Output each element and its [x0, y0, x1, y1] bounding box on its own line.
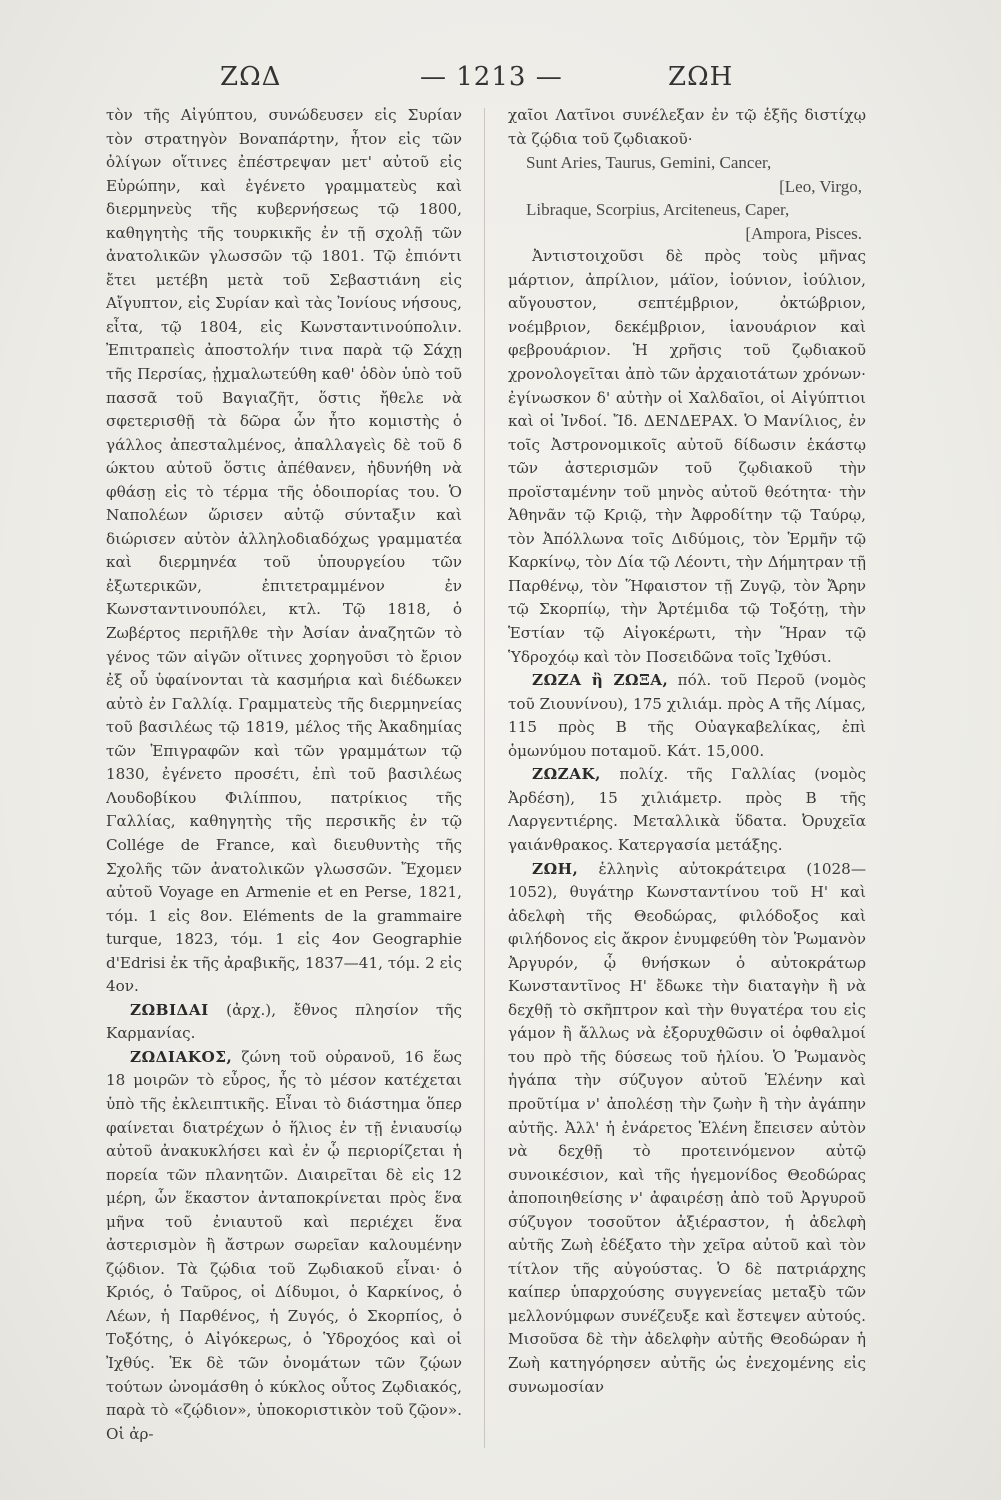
header-left-guide-word: ΖΩΔ — [220, 62, 282, 92]
entry-text: πολίχ. τῆς Γαλλίας (νομὸς Ἀρδέση), 15 χιλιάμετρ. πρὸς Β τῆς Λαργεντιέρης. Μεταλλικὰ ὕδατα. Ὀρυχεῖα γαιάνθρακος. Κατεργασία μετάξης. — [508, 765, 866, 854]
right-column — [508, 104, 866, 1464]
running-header — [0, 62, 1001, 102]
verse-line: Libraque, Scorpius, Arciteneus, Caper, — [526, 200, 790, 220]
headword: ΖΩΒΙΔΑΙ — [130, 1000, 209, 1019]
paragraph-zobert-continued: τὸν τῆς Αἰγύπτου, συνώδευσεν εἰς Συρίαν τὸν στρατηγὸν Βοναπάρτην, ἦτον εἰς τῶν ὀλίγων οἵτινες ἐπέστρεψαν μετ' αὐτοῦ εἰς Εὐρώπην, καὶ ἐγένετο γραμματεὺς καὶ διερμηνεὺς τῆς κυβερνήσεως τῷ 1800, καθηγητὴς τῆς τουρκικῆς ἐν τῇ σχολῇ τῶν ἀνατολικῶν γλωσσῶν τῷ 1801. Τῷ ἐπιόντι ἔτει μετέβη μετὰ τοῦ Σεβαστιάνη εἰς Αἴγυπτον, εἰς Συρίαν καὶ τὰς Ἰονίους νήσους, εἶτα, τῷ 1804, εἰς Κωνσταντινούπολιν. Ἐπιτραπεὶς ἀποστολήν τινα παρὰ τῷ Σάχῃ τῆς Περσίας, ᾐχμαλωτεύθη καθ' ὁδὸν ὑπὸ τοῦ πασσᾶ τοῦ Βαγιαζῆτ, ὅστις ἤθελε νὰ σφετερισθῇ τὰ δῶρα ὧν ἦτο κομιστὴς ὁ γάλλος ἀπεσταλμένος, ἀπαλλαγεὶς δὲ τοῦ δ ώκτου αὐτοῦ ὅστις ἀπέθανεν, ἠδυνήθη νὰ φθάσῃ εἰς τὸ τέρμα τῆς ὁδοιπορίας του. Ὁ Ναπολέων ὥρισεν αὐτῷ σύνταξιν καὶ διώρισεν αὐτὸν ἀλληλοδιαδόχως γραμματέα καὶ διερμηνέα τοῦ ὑπουργείου τῶν ἐξωτερικῶν, ἐπιτετραμμένον ἐν Κωνσταντινουπόλει, κτλ. Τῷ 1818, ὁ Ζωβέρτος περιῆλθε τὴν Ἀσίαν ἀναζητῶν τὸ γένος τῶν αἰγῶν οἵτινες χορηγοῦσι τὸ ἔριον ἐξ οὗ ὑφαίνονται τὰ κασμήρια καὶ διέδωκεν αὐτὸ ἐν Γαλλίᾳ. Γραμματεὺς τῆς διερμηνείας τοῦ βασιλέως τῷ 1819, μέλος τῆς Ἀκαδημίας τῶν Ἐπιγραφῶν καὶ τῶν γραμμάτων τῷ 1830, ἐγένετο προσέτι, ἐπὶ τοῦ βασιλέως Λουδοβίκου Φιλίππου, πατρίκιος τῆς Γαλλίας, καθηγητὴς τῆς περσικῆς ἐν τῷ Collége de France, καὶ διευθυντὴς τῆς Σχολῆς τῶν ἀνατολικῶν γλωσσῶν. Ἔχομεν αὐτοῦ Voyage en Armenie et en Perse, 1821, τόμ. 1 εἰς 8ον. Eléments de la grammaire turque, 1823, τόμ. 1 εἰς 4ον Geographie d'Edrisi ἐκ τῆς ἀραβικῆς, 1837—41, τόμ. 2 εἰς 4ον. — [106, 106, 462, 996]
paragraph-zodiac-months: Ἀντιστοιχοῦσι δὲ πρὸς τοὺς μῆνας μάρτιον, ἀπρίλιον, μάϊον, ἰούνιον, ἰούλιον, αὔγουστον, σεπτέμβριον, ὀκτώβριον, νοέμβριον, δεκέμβριον, ἰανουάριον καὶ φεβρουάριον. Ἡ χρῆσις τοῦ ζῳδιακοῦ χρονολογεῖται ἀπὸ τῶν ἀρχαιοτάτων χρόνων· ἐγίνωσκον δ' αὐτὴν οἱ Χαλδαῖοι, οἱ Αἰγύπτιοι καὶ οἱ Ἰνδοί. Ἴδ. ΔΕΝΔΕΡΑΧ. Ὁ Μανίλιος, ἐν τοῖς Ἀστρονομικοῖς αὐτοῦ δίδωσιν ἑκάστῳ τῶν ἀστερισμῶν τοῦ ζῳδιακοῦ τὴν προϊσταμένην τοῦ μηνὸς αὐτοῦ θεότητα· τὴν Ἀθηνᾶν τῷ Κριῷ, τὴν Ἀφροδίτην τῷ Ταύρῳ, τὸν Ἀπόλλωνα τοῖς Διδύμοις, τὸν Ἑρμῆν τῷ Καρκίνῳ, τὸν Δία τῷ Λέοντι, τὴν Δήμητραν τῇ Παρθένῳ, τὸν Ἥφαιστον τῇ Ζυγῷ, τὸν Ἄρην τῷ Σκορπίῳ, τὴν Ἀρτέμιδα τῷ Τοξότῃ, τὴν Ἑστίαν τῷ Αἰγοκέρωτι, τὴν Ἥραν τῷ Ὑδροχόῳ καὶ τὸν Ποσειδῶνα τοῖς Ἰχθύσι. — [508, 247, 866, 666]
verse-line-continuation: [Ampora, Pisces. — [745, 223, 862, 243]
header-right-guide-word: ΖΩΗ — [668, 62, 734, 92]
entry-text: πόλ. τοῦ Περοῦ (νομὸς τοῦ Ζιουνίνου), 175 χιλιάμ. πρὸς Α τῆς Λίμας, 115 πρὸς Β τῆς Οὐαγκαβελίκας, ἐπὶ ὁμωνύμου ποταμοῦ. Κάτ. 15,000. — [508, 671, 866, 760]
column-divider — [484, 108, 485, 1448]
entry-text: (ἀρχ.), ἔθνος πλησίον τῆς Καρμανίας. — [106, 1000, 462, 1043]
entry-zodiakos — [106, 1046, 462, 1446]
entry-text: ἑλληνὶς αὐτοκράτειρα (1028—1052), θυγάτηρ Κωνσταντίνου τοῦ Η' καὶ ἀδελφὴ τῆς Θεοδώρας, φιλόδοξος καὶ φιλήδονος εἰς ἄκρον ἐνυμφεύθη τὸν Ῥωμανὸν Ἀργυρόν, ᾧ θνήσκων ὁ αὐτοκράτωρ Κωνσταντῖνος Η' ἔδωκε τὴν διαταγὴν ἢ νὰ δεχθῇ τὸ σκῆπτρον καὶ τὴν θυγατέρα του εἰς γάμον ἢ ἄλλως νὰ ἐξορυχθῶσιν οἱ ὀφθαλμοί του πρὸ τῆς δύσεως τοῦ ἡλίου. Ὁ Ῥωμανὸς ἠγάπα τὴν σύζυγον αὐτοῦ Ἑλένην καὶ προῦτίμα ν' ἀπολέσῃ τὴν ζωὴν ἢ τὴν ἀγάπην αὐτῆς. Ἀλλ' ἡ ἐνάρετος Ἑλένη ἔπεισεν αὐτὸν νὰ δεχθῇ τὸ προτεινόμενον αὐτῷ συνοικέσιον, καὶ τῆς ἡγεμονίδος Θεοδώρας ἀποποιηθείσης ν' ἀφαιρέσῃ ἀπὸ τοῦ Ἀργυροῦ σύζυγον τοσοῦτον ἀξιέραστον, ἡ ἀδελφὴ αὐτῆς Ζωὴ ἐδέξατο τὴν χεῖρα αὐτοῦ καὶ τὸν τίτλον τῆς αὐγούστας. Ὁ δὲ πατριάρχης καίπερ ὑπαρχούσης συγγενείας μεταξὺ τῶν μελλονύμφων συνέζευξε καὶ ἔστεψεν αὐτούς. Μισοῦσα δὲ τὴν ἀδελφὴν αὐτῆς Θεοδώραν ἡ Ζωὴ κατηγόρησεν αὐτῆς ὡς ἐνεχομένης εἰς συνωμοσίαν — [508, 859, 866, 1396]
entry-zoza — [508, 669, 866, 763]
verse-line-continuation: [Leo, Virgo, — [779, 176, 862, 196]
headword: ΖΩΗ, — [532, 859, 579, 878]
entry-zoe — [508, 858, 866, 1400]
headword: ΖΩΔΙΑΚΟΣ, — [130, 1047, 233, 1066]
latin-verse — [508, 151, 866, 245]
paragraph-zodiakos-continued: χαῖοι Λατῖνοι συνέλεξαν ἐν τῷ ἑξῆς διστίχῳ τὰ ζῴδια τοῦ ζῳδιακοῦ· — [508, 106, 866, 148]
verse-line: Sunt Aries, Taurus, Gemini, Cancer, — [526, 153, 772, 173]
entry-zozak — [508, 763, 866, 857]
entry-zobidai — [106, 999, 462, 1046]
entry-text: ζώνη τοῦ οὐρανοῦ, 16 ἕως 18 μοιρῶν τὸ εὖρος, ἧς τὸ μέσον κατέχεται ὑπὸ τῆς ἐκλειπτικῆς. Εἶναι τὸ διάστημα ὅπερ φαίνεται διατρέχων ὁ ἥλιος ἐν τῇ ἐνιαυσίῳ αὐτοῦ ἀνακυκλήσει καὶ ἐν ᾧ περιορίζεται ἡ πορεία τῶν πλανητῶν. Διαιρεῖται δὲ εἰς 12 μέρη, ὧν ἕκαστον ἀνταποκρίνεται πρὸς ἕνα μῆνα τοῦ ἐνιαυτοῦ καὶ περιέχει ἕνα ἀστερισμὸν ἢ ἄστρων σωρεῖαν καλουμένην ζῴδιον. Τὰ ζῴδια τοῦ Ζῳδιακοῦ εἶναι· ὁ Κριός, ὁ Ταῦρος, οἱ Δίδυμοι, ὁ Καρκίνος, ὁ Λέων, ἡ Παρθένος, ἡ Ζυγός, ὁ Σκορπίος, ὁ Τοξότης, ὁ Αἰγόκερως, ὁ Ὑδροχόος καὶ οἱ Ἰχθύς. Ἐκ δὲ τῶν ὀνομάτων τῶν ζῴων τούτων ὠνομάσθη ὁ κύκλος οὗτος Ζῳδιακός, παρὰ τὸ «ζῴδιον», ὑποκοριστικὸν τοῦ ζῷον». Οἱ ἀρ- — [106, 1047, 462, 1443]
left-column — [106, 104, 462, 1464]
headword: ΖΩΖΑΚ, — [532, 765, 601, 784]
page-number: — 1213 — — [420, 62, 563, 92]
headword: ΖΩΖΑ ἢ ΖΩΞΑ, — [532, 671, 669, 690]
